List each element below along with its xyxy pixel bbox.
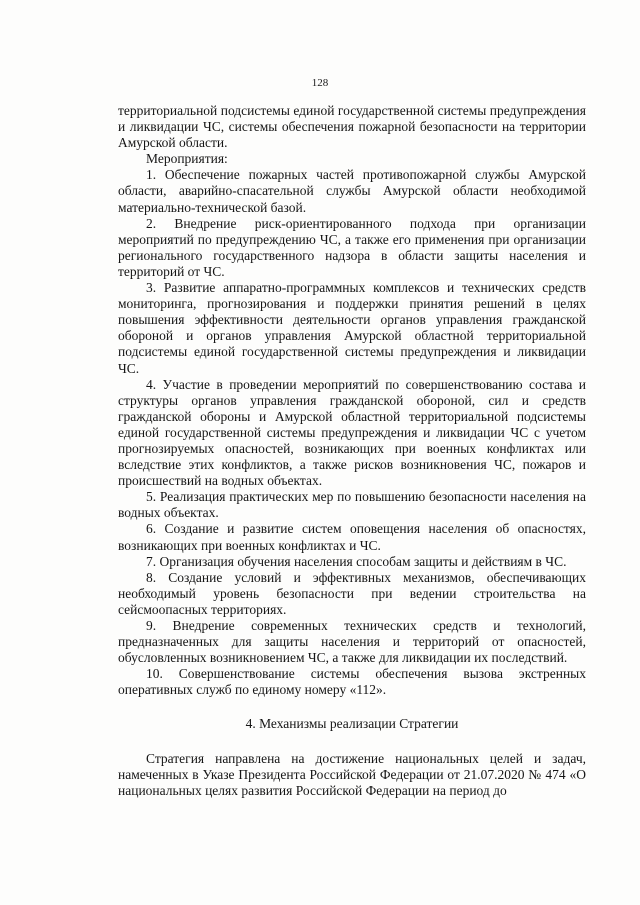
opening-paragraph: территориальной подсистемы единой государственной системы предупреждения и ликвидации ЧС, системы обеспечения пожарной безопасности на территории Амурской области. — [118, 103, 586, 151]
measure-item-3: 3. Развитие аппаратно-программных комплексов и технических средств мониторинга, прогнозирования и поддержки принятия решений в целях повышения эффективности деятельности органов управления гражданской обороной и органов управления Амурской областной территориальной подсистемы единой государственной системы предупреждения и ликвидации ЧС. — [118, 280, 586, 376]
measure-item-6: 6. Создание и развитие систем оповещения населения об опасностях, возникающих при военных конфликтах и ЧС. — [118, 521, 586, 553]
measure-item-1: 1. Обеспечение пожарных частей противопожарной службы Амурской области, аварийно-спасательной службы Амурской области необходимой материально-технической базой. — [118, 167, 586, 215]
measure-item-10: 10. Совершенствование системы обеспечения вызова экстренных оперативных служб по единому номеру «112». — [118, 666, 586, 698]
document-body — [118, 103, 586, 799]
page-number: 128 — [311, 77, 329, 89]
measure-item-4: 4. Участие в проведении мероприятий по совершенствованию состава и структуры органов управления гражданской обороной, сил и средств гражданской обороны и Амурской областной территориальной подсистемы единой государственной системы предупреждения и ликвидации ЧС с учетом прогнозируемых опасностей, возникающих при военных конфликтах или вследствие этих конфликтов, а также рисков возникновения ЧС, пожаров и происшествий на водных объектах. — [118, 376, 586, 489]
measure-item-8: 8. Создание условий и эффективных механизмов, обеспечивающих необходимый уровень безопасности при ведении строительства на сейсмоопасных территориях. — [118, 569, 586, 617]
measure-item-5: 5. Реализация практических мер по повышению безопасности населения на водных объектах. — [118, 489, 586, 521]
measures-label: Мероприятия: — [146, 151, 228, 167]
measure-item-7: 7. Организация обучения населения способам защиты и действиям в ЧС. — [146, 553, 567, 569]
section-heading: 4. Механизмы реализации Стратегии — [245, 716, 459, 732]
closing-paragraph: Стратегия направлена на достижение национальных целей и задач, намеченных в Указе Президента Российской Федерации от 21.07.2020 № 474 «О национальных целях развития Российской Федерации на период до — [118, 750, 586, 798]
measure-item-2: 2. Внедрение риск-ориентированного подхода при организации мероприятий по предупреждению ЧС, а также его применения при организации регионального государственного надзора в области защиты населения и территорий от ЧС. — [118, 215, 586, 279]
measure-item-9: 9. Внедрение современных технических средств и технологий, предназначенных для защиты населения и территорий от опасностей, обусловленных возникновением ЧС, а также для ликвидации их последствий. — [118, 618, 586, 666]
